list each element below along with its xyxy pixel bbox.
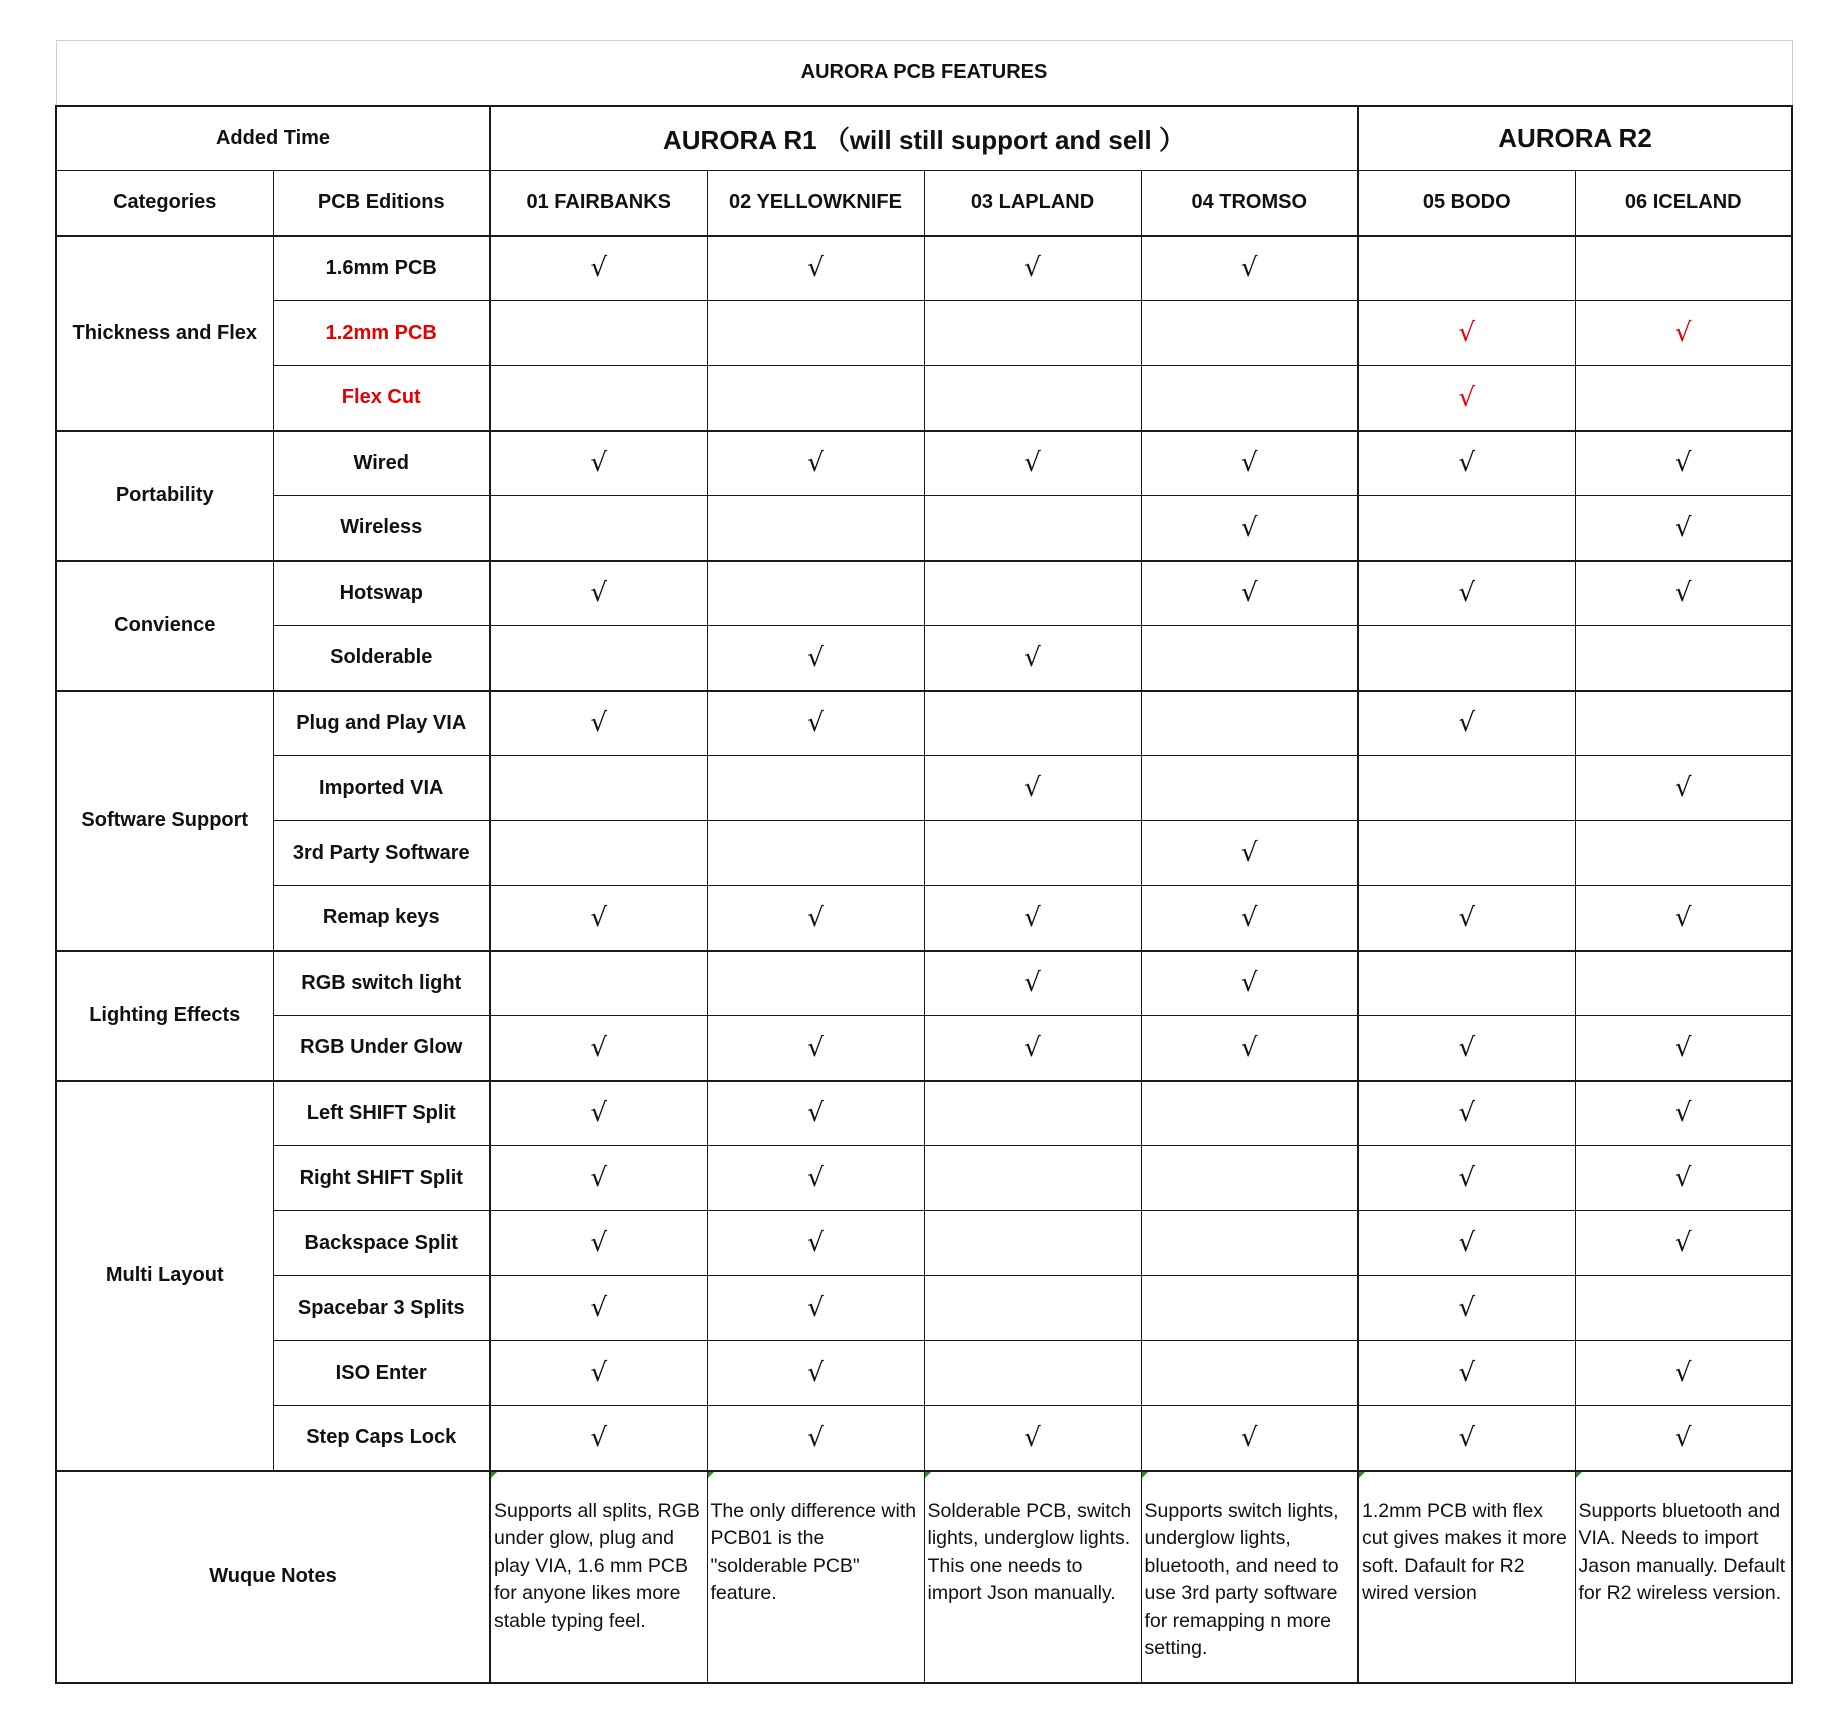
check-cell: √: [707, 1016, 924, 1081]
check-cell: [924, 1081, 1141, 1146]
edition-header: 03 LAPLAND: [924, 171, 1141, 236]
categories-header: Categories: [56, 171, 273, 236]
check-cell: [1575, 951, 1792, 1016]
check-cell: √: [1358, 1406, 1575, 1471]
feature-label: Solderable: [273, 626, 490, 691]
check-cell: [490, 496, 707, 561]
check-cell: [1141, 756, 1358, 821]
note-cell: Solderable PCB, switch lights, underglow lights. This one needs to import Json manually.: [924, 1471, 1141, 1683]
check-cell: √: [1358, 1016, 1575, 1081]
check-cell: √: [1358, 561, 1575, 626]
check-cell: [1358, 236, 1575, 301]
check-cell: √: [707, 431, 924, 496]
check-cell: √: [490, 1146, 707, 1211]
check-cell: √: [1358, 1146, 1575, 1211]
check-cell: √: [1575, 756, 1792, 821]
check-cell: √: [1575, 1016, 1792, 1081]
check-cell: [1358, 951, 1575, 1016]
check-cell: √: [924, 756, 1141, 821]
feature-label: Spacebar 3 Splits: [273, 1276, 490, 1341]
check-cell: √: [924, 886, 1141, 951]
check-cell: [490, 951, 707, 1016]
check-cell: [490, 821, 707, 886]
feature-label: 1.2mm PCB: [273, 301, 490, 366]
check-cell: [1141, 1081, 1358, 1146]
feature-label: 1.6mm PCB: [273, 236, 490, 301]
check-cell: √: [1358, 886, 1575, 951]
check-cell: √: [707, 1211, 924, 1276]
check-cell: √: [707, 1081, 924, 1146]
check-cell: √: [1141, 561, 1358, 626]
table-row: [56, 1016, 1792, 1081]
check-cell: √: [924, 431, 1141, 496]
edition-header: 04 TROMSO: [1141, 171, 1358, 236]
note-cell: Supports all splits, RGB under glow, plug and play VIA, 1.6 mm PCB for anyone likes more stable typing feel.: [490, 1471, 707, 1683]
feature-label: Wireless: [273, 496, 490, 561]
table-row: [56, 626, 1792, 691]
category-cell: Convience: [56, 561, 273, 691]
feature-label: Hotswap: [273, 561, 490, 626]
check-cell: [490, 301, 707, 366]
table-row: [56, 301, 1792, 366]
check-cell: √: [1358, 431, 1575, 496]
note-cell: Supports bluetooth and VIA. Needs to import Jason manually. Default for R2 wireless version.: [1575, 1471, 1792, 1683]
check-cell: √: [707, 886, 924, 951]
feature-label: Plug and Play VIA: [273, 691, 490, 756]
check-cell: √: [490, 1016, 707, 1081]
check-cell: √: [1141, 821, 1358, 886]
category-cell: Portability: [56, 431, 273, 561]
check-cell: √: [1575, 1406, 1792, 1471]
check-cell: √: [707, 1406, 924, 1471]
check-cell: [924, 561, 1141, 626]
feature-label: RGB switch light: [273, 951, 490, 1016]
check-cell: √: [1141, 951, 1358, 1016]
table-row: [56, 756, 1792, 821]
note-cell: The only difference with PCB01 is the "solderable PCB" feature.: [707, 1471, 924, 1683]
feature-label: Step Caps Lock: [273, 1406, 490, 1471]
check-cell: √: [1575, 301, 1792, 366]
check-cell: √: [490, 1276, 707, 1341]
check-cell: √: [490, 236, 707, 301]
edition-header: 02 YELLOWKNIFE: [707, 171, 924, 236]
check-cell: √: [1358, 366, 1575, 431]
version-header-row: [56, 106, 1792, 171]
check-cell: [1141, 1146, 1358, 1211]
check-cell: [1358, 496, 1575, 561]
check-cell: √: [924, 1406, 1141, 1471]
added-time-header: Added Time: [56, 106, 490, 171]
feature-label: RGB Under Glow: [273, 1016, 490, 1081]
table-row: [56, 236, 1792, 301]
check-cell: [707, 496, 924, 561]
check-cell: [1575, 366, 1792, 431]
check-cell: √: [1358, 301, 1575, 366]
table-row: [56, 951, 1792, 1016]
check-cell: [1141, 301, 1358, 366]
check-cell: √: [490, 431, 707, 496]
check-cell: √: [1141, 1406, 1358, 1471]
check-cell: √: [1358, 1081, 1575, 1146]
check-cell: √: [1358, 1211, 1575, 1276]
category-cell: Thickness and Flex: [56, 236, 273, 431]
check-cell: √: [1358, 1341, 1575, 1406]
check-cell: √: [1141, 496, 1358, 561]
check-cell: [1575, 1276, 1792, 1341]
check-cell: √: [490, 1081, 707, 1146]
table-row: [56, 431, 1792, 496]
check-cell: √: [490, 1341, 707, 1406]
check-cell: √: [924, 626, 1141, 691]
table-row: [56, 1276, 1792, 1341]
table-row: [56, 561, 1792, 626]
check-cell: √: [1575, 561, 1792, 626]
check-cell: [924, 301, 1141, 366]
note-cell: Supports switch lights, underglow lights, bluetooth, and need to use 3rd party software for remapping n more setting.: [1141, 1471, 1358, 1683]
title-row: [56, 41, 1792, 106]
check-cell: [1575, 821, 1792, 886]
check-cell: √: [490, 886, 707, 951]
check-cell: [924, 821, 1141, 886]
check-cell: [707, 756, 924, 821]
notes-row: [56, 1471, 1792, 1683]
feature-label: ISO Enter: [273, 1341, 490, 1406]
check-cell: [924, 1341, 1141, 1406]
table-row: [56, 1081, 1792, 1146]
check-cell: √: [1575, 1211, 1792, 1276]
check-cell: √: [707, 1276, 924, 1341]
check-cell: [707, 366, 924, 431]
check-cell: √: [1141, 431, 1358, 496]
check-cell: √: [1358, 1276, 1575, 1341]
check-cell: [1141, 1211, 1358, 1276]
check-cell: [1141, 691, 1358, 756]
check-cell: √: [707, 626, 924, 691]
check-cell: √: [1575, 496, 1792, 561]
table-row: [56, 886, 1792, 951]
check-cell: [924, 691, 1141, 756]
check-cell: √: [1141, 1016, 1358, 1081]
check-cell: √: [707, 691, 924, 756]
feature-label: Flex Cut: [273, 366, 490, 431]
table-row: [56, 1146, 1792, 1211]
check-cell: [1141, 1276, 1358, 1341]
feature-label: Right SHIFT Split: [273, 1146, 490, 1211]
edition-header: 06 ICELAND: [1575, 171, 1792, 236]
check-cell: [1358, 821, 1575, 886]
check-cell: [1141, 366, 1358, 431]
note-cell: 1.2mm PCB with flex cut gives makes it more soft. Dafault for R2 wired version: [1358, 1471, 1575, 1683]
check-cell: [1575, 626, 1792, 691]
editions-header-row: [56, 171, 1792, 236]
check-cell: [1358, 626, 1575, 691]
check-cell: √: [490, 1406, 707, 1471]
check-cell: √: [490, 561, 707, 626]
feature-label: Wired: [273, 431, 490, 496]
category-cell: Software Support: [56, 691, 273, 951]
feature-label: Imported VIA: [273, 756, 490, 821]
table-title: AURORA PCB FEATURES: [56, 41, 1792, 106]
check-cell: √: [490, 1211, 707, 1276]
check-cell: [924, 496, 1141, 561]
table-row: [56, 366, 1792, 431]
check-cell: [1141, 1341, 1358, 1406]
check-cell: [1358, 756, 1575, 821]
check-cell: √: [707, 1146, 924, 1211]
check-cell: √: [1141, 886, 1358, 951]
check-cell: √: [924, 236, 1141, 301]
pcb-features-table: [55, 40, 1793, 1684]
check-cell: [924, 1146, 1141, 1211]
check-cell: √: [924, 1016, 1141, 1081]
check-cell: √: [1575, 1081, 1792, 1146]
table-row: [56, 1406, 1792, 1471]
pcb-editions-header: PCB Editions: [273, 171, 490, 236]
check-cell: [924, 366, 1141, 431]
check-cell: √: [1358, 691, 1575, 756]
table-row: [56, 1211, 1792, 1276]
check-cell: [1141, 626, 1358, 691]
check-cell: √: [1575, 431, 1792, 496]
table-row: [56, 1341, 1792, 1406]
check-cell: [707, 561, 924, 626]
r2-group-header: AURORA R2: [1358, 106, 1792, 171]
check-cell: [490, 626, 707, 691]
check-cell: √: [1575, 886, 1792, 951]
table-row: [56, 691, 1792, 756]
check-cell: √: [490, 691, 707, 756]
edition-header: 01 FAIRBANKS: [490, 171, 707, 236]
feature-label: Left SHIFT Split: [273, 1081, 490, 1146]
check-cell: √: [924, 951, 1141, 1016]
table-row: [56, 821, 1792, 886]
check-cell: √: [707, 1341, 924, 1406]
check-cell: [924, 1211, 1141, 1276]
category-cell: Lighting Effects: [56, 951, 273, 1081]
r1-group-header: AURORA R1 （will still support and sell ）: [490, 106, 1358, 171]
check-cell: [707, 301, 924, 366]
check-cell: [707, 821, 924, 886]
feature-label: Backspace Split: [273, 1211, 490, 1276]
check-cell: [1575, 236, 1792, 301]
check-cell: √: [1575, 1341, 1792, 1406]
notes-label: Wuque Notes: [56, 1471, 490, 1683]
check-cell: √: [1575, 1146, 1792, 1211]
category-cell: Multi Layout: [56, 1081, 273, 1471]
check-cell: √: [1141, 236, 1358, 301]
feature-label: Remap keys: [273, 886, 490, 951]
table-row: [56, 496, 1792, 561]
check-cell: [490, 756, 707, 821]
check-cell: [490, 366, 707, 431]
check-cell: [924, 1276, 1141, 1341]
check-cell: √: [707, 236, 924, 301]
edition-header: 05 BODO: [1358, 171, 1575, 236]
check-cell: [1575, 691, 1792, 756]
check-cell: [707, 951, 924, 1016]
feature-label: 3rd Party Software: [273, 821, 490, 886]
